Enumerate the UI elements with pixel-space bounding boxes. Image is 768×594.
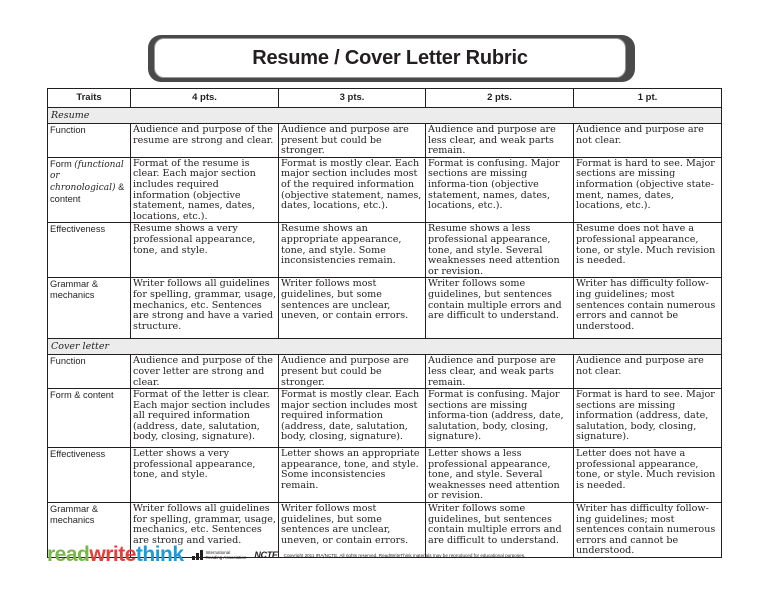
rubric-cell: Format is mostly clear. Each major section includes most required information (address, date, salutation, body, closing, signature). [279,389,426,448]
section-label: Resume [48,108,722,124]
rubric-cell: Resume shows an appropriate appearance, tone, and style. Some inconsistencies remain. [279,223,426,278]
rubric-cell: Audience and purpose are present but could be stronger. [279,124,426,158]
rubric-cell: Writer has difficulty follow-ing guidelines; most sentences contain numerous errors and cannot be understood. [574,278,722,339]
trait-label: Function [48,124,131,158]
table-row [48,355,722,389]
trait-label: Form & content [48,389,131,448]
rubric-cell: Letter shows a less professional appearance, tone, and style. Several weaknesses need attention or revision. [426,448,574,503]
section-row-cover-letter [48,339,722,355]
table-row [48,223,722,278]
copyright-text: Copyright 2011 IRA/NCTE. All rights reserved. ReadWriteThink materials may be reproduced for educational purposes. [283,552,526,558]
rubric-cell: Format is hard to see. Major sections are missing information (address, date, salutation, body, closing, signature). [574,389,722,448]
header-traits: Traits [48,89,131,108]
rubric-cell: Writer follows all guidelines for spelling, grammar, usage, mechanics, etc. Sentences are strong and varied. [131,503,279,558]
rubric-cell: Format of the resume is clear. Each major section includes required information (objective statement, names, dates, locations, etc.). [131,157,279,223]
table-row [48,448,722,503]
page-title: Resume / Cover Letter Rubric [252,46,528,69]
header-1-pt: 1 pt. [574,89,722,108]
rubric-cell: Format is hard to see. Major sections are missing information (objective state-ment, names, dates, locations, etc.). [574,157,722,223]
ncte-logo: NCTE [254,550,278,560]
rubric-table [47,88,722,558]
rubric-cell: Audience and purpose of the resume are strong and clear. [131,124,279,158]
rubric-cell: Writer follows most guidelines, but some sentences are unclear, uneven, or contain errors. [279,278,426,339]
table-row [48,157,722,223]
rubric-cell: Resume shows a less professional appearance, tone, and style. Several weaknesses need attention or revision. [426,223,574,278]
rubric-cell: Audience and purpose are less clear, and weak parts remain. [426,355,574,389]
rubric-cell: Letter shows a very professional appearance, tone, and style. [131,448,279,503]
rubric-cell: Resume shows a very professional appearance, tone, and style. [131,223,279,278]
rubric-cell: Letter does not have a professional appearance, tone, or style. Much revision is needed. [574,448,722,503]
rubric-cell: Format is confusing. Major sections are missing informa-tion (address, date, salutation, body, closing, signature). [426,389,574,448]
rubric-cell: Writer follows most guidelines, but some sentences are unclear, uneven, or contain errors. [279,503,426,558]
rubric-cell: Writer has difficulty follow-ing guidelines; most sentences contain numerous errors and cannot be understood. [574,503,722,558]
rubric-cell: Audience and purpose are present but could be stronger. [279,355,426,389]
trait-label: Grammar & mechanics [48,503,131,558]
header-row [48,89,722,108]
title-banner [154,38,626,78]
trait-note: (functional or chronological) [50,159,124,193]
header-3-pts: 3 pts. [279,89,426,108]
table-row [48,389,722,448]
rubric-cell: Audience and purpose are less clear, and weak parts remain. [426,124,574,158]
table-row [48,124,722,158]
rubric-cell: Writer follows some guidelines, but sentences contain multiple errors and are difficult to understand. [426,503,574,558]
header-4-pts: 4 pts. [131,89,279,108]
rubric-cell: Format of the letter is clear. Each major section includes all required information (address, date, salutation, body, closing, signature). [131,389,279,448]
trait-label: Grammar & mechanics [48,278,131,339]
table-row [48,278,722,339]
ira-text: International Reading Association [205,550,247,560]
header-2-pts: 2 pts. [426,89,574,108]
ira-mark-icon [192,550,204,560]
trait-label: Form (functional or chronological) & content [48,157,131,223]
section-row-resume [48,108,722,124]
trait-label: Effectiveness [48,223,131,278]
trait-label: Effectiveness [48,448,131,503]
rubric-cell: Audience and purpose are not clear. [574,355,722,389]
footer [47,543,727,567]
ira-logo [192,550,247,560]
rubric-cell: Format is confusing. Major sections are missing informa-tion (objective statement, names, dates, locations, etc.). [426,157,574,223]
rubric-cell: Audience and purpose are not clear. [574,124,722,158]
rubric-cell: Writer follows all guidelines for spelling, grammar, usage, mechanics, etc. Sentences are strong and have a varied structure. [131,278,279,339]
rubric-cell: Audience and purpose of the cover letter are strong and clear. [131,355,279,389]
readwritethink-logo[interactable]: readwritethink [47,543,184,566]
section-label: Cover letter [48,339,722,355]
rubric-cell: Format is mostly clear. Each major section includes most of the required information (objective statement, names, dates, locations, etc.). [279,157,426,223]
rubric-cell: Letter shows an appropriate appearance, tone, and style. Some inconsistencies remain. [279,448,426,503]
rubric-cell: Resume does not have a professional appearance, tone, or style. Much revision is needed. [574,223,722,278]
rubric-cell: Writer follows some guidelines, but sentences contain multiple errors and are difficult to understand. [426,278,574,339]
trait-label: Function [48,355,131,389]
